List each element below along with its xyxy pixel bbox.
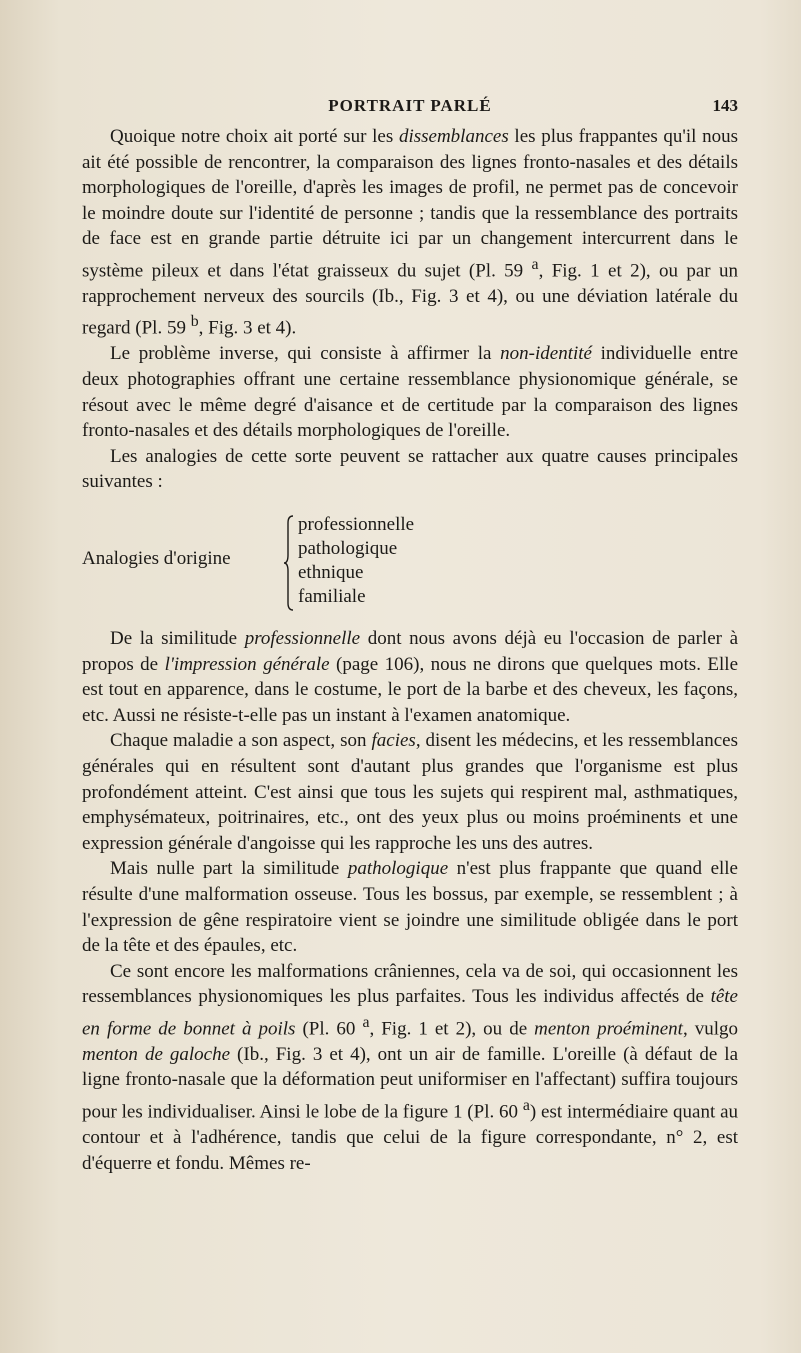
paragraph-non-identite: Le problème inverse, qui consiste à affirmer la non-identité individuelle entre deux photographies offrant une certaine ressemblance physionomique générale, se résout avec le même degré d'aisance et de certitude par la comparaison des lignes fronto-nasales et des détails morphologiques de l'oreille.: [82, 343, 739, 442]
paragraph-analogies-intro: Les analogies de cette sorte peuvent se rattacher aux quatre causes principales suivantes :: [82, 445, 738, 493]
classification-item: professionnelle: [298, 514, 415, 535]
paragraph-malformations: Ce sont encore les malformations crâniennes, cela va de soi, qui occasionnent les ressemblances physionomiques les plus parfaites. Tous les individus affectés de tête en forme de bonnet à poils (Pl. 60 $^a$, Fig. 1 et 2), ou de menton proéminent, vulgo menton de galoche (Ib., Fig. 3 et 4), ont un air de famille. L'oreille (à défaut de la ligne fronto-nasale que la déformation peut uniformiser en l'affectant) suffira toujours pour les individualiser. Ainsi le lobe de la figure 1 (Pl. 60 $^a$) est intermédiaire quant au contour et à l'adhérence, tandis que celui de la figure correspondante, n° 2, est d'équerre et fondu. Mêmes re-: [82, 960, 738, 1174]
classification-item: ethnique: [298, 562, 364, 583]
text-block-bottom: [82, 626, 738, 1176]
curly-brace-icon: [284, 515, 294, 611]
page-number: 143: [712, 96, 738, 115]
classification-item: familiale: [298, 586, 366, 607]
classification-list: [298, 513, 414, 609]
paragraph-pathologique: Mais nulle part la similitude pathologique n'est plus frappante que quand elle résulte d'une malformation osseuse. Tous les bossus, par exemple, se ressemblent ; à l'expression de gêne respiratoire vient se joindre une similitude obligée dans le port de la tête et des épaules, etc.: [82, 858, 738, 957]
paragraph-maladie: Chaque maladie a son aspect, son facies, disent les médecins, et les ressemblances générales qui en résultent sont d'autant plus grandes que l'organisme est plus profondément atteint. C'est ainsi que tous les sujets qui respirent mal, asthmatiques, emphysémateux, poitrinaires, etc., ont des yeux plus ou moins proéminents et une expression générale d'angoisse qui les rapproche les uns des autres.: [82, 730, 738, 854]
analogies-classification: [82, 513, 738, 613]
classification-lead: Analogies d'origine: [82, 548, 231, 569]
paragraph-professionnelle: De la similitude professionnelle dont nous avons déjà eu l'occasion de parler à propos de l'impression générale (page 106), nous ne dirons que quelques mots. Elle est tout en apparence, dans le costume, le port de la barbe et des cheveux, les façons, etc. Aussi ne résiste-t-elle pas un instant à l'examen anatomique.: [82, 628, 739, 726]
page-header: [82, 96, 738, 120]
classification-item: pathologique: [298, 538, 398, 559]
running-title: PORTRAIT PARLÉ: [328, 96, 492, 115]
paragraph-dissemblances: Quoique notre choix ait porté sur les dissemblances les plus frappantes qu'il nous ait été possible de rencontrer, la comparaison des lignes fronto-nasales et des détails morphologiques de l'oreille, d'après les images de profil, ne permet pas de concevoir le moindre doute sur l'identité de personne ; tandis que la ressemblance des portraits de face est en grande partie détruite ici par un changement intercurrent dans le système pileux et dans l'état graisseux du sujet (Pl. 59 $^a$, Fig. 1 et 2), ou par un rapprochement nerveux des sourcils (Ib., Fig. 3 et 4), ou une déviation latérale du regard (Pl. 59 $^b$, Fig. 3 et 4).: [82, 126, 739, 339]
text-block-top: [82, 124, 738, 495]
